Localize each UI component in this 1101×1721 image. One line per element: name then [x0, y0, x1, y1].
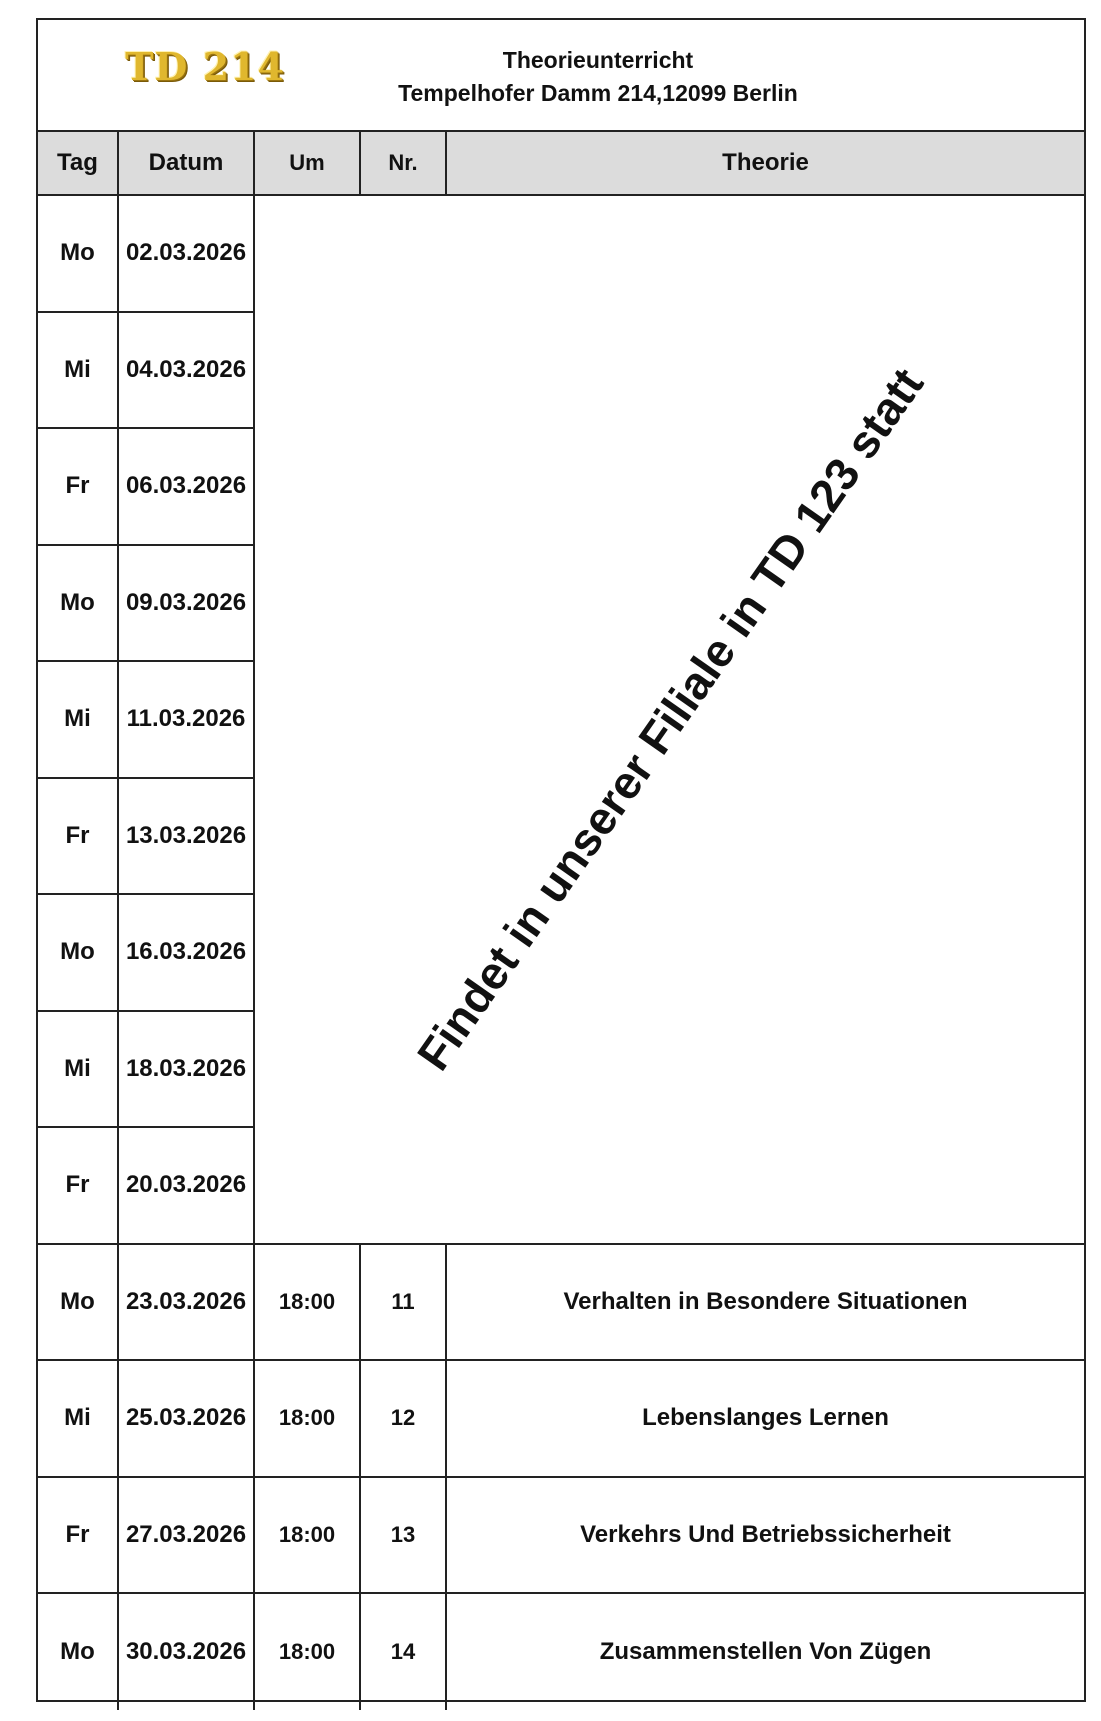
cell-nr: 14: [360, 1593, 446, 1710]
cell-tag: Fr: [38, 778, 118, 895]
cell-theorie: Lebenslanges Lernen: [446, 1360, 1084, 1477]
schedule-table: [38, 130, 1084, 1710]
cell-datum: 27.03.2026: [118, 1477, 254, 1594]
page-title: Theorieunterricht: [502, 47, 694, 73]
cell-theorie: Verhalten in Besondere Situationen: [446, 1244, 1084, 1361]
cell-um: 18:00: [254, 1593, 360, 1710]
cell-datum: 11.03.2026: [118, 661, 254, 778]
cell-tag: Fr: [38, 1477, 118, 1594]
cell-nr: 11: [360, 1244, 446, 1361]
table-row: [38, 1593, 1084, 1710]
relocation-notice: Findet in unserer Filiale in TD 123 statt: [406, 358, 933, 1080]
cell-um: 18:00: [254, 1360, 360, 1477]
cell-datum: 23.03.2026: [118, 1244, 254, 1361]
schedule-sheet: [36, 18, 1086, 1702]
table-row: [38, 1477, 1084, 1594]
cell-tag: Mo: [38, 545, 118, 662]
cell-theorie: Zusammenstellen Von Zügen: [446, 1593, 1084, 1710]
cell-datum: 30.03.2026: [118, 1593, 254, 1710]
address-line: Tempelhofer Damm 214,12099 Berlin: [398, 80, 798, 106]
cell-nr: 13: [360, 1477, 446, 1594]
notice-merged-cell: [254, 195, 1084, 1244]
cell-datum: 09.03.2026: [118, 545, 254, 662]
col-header-theorie: Theorie: [446, 131, 1084, 195]
cell-datum: 13.03.2026: [118, 778, 254, 895]
cell-datum: 20.03.2026: [118, 1127, 254, 1244]
cell-tag: Mo: [38, 1244, 118, 1361]
table-row: [38, 1244, 1084, 1361]
table-header-row: [38, 131, 1084, 195]
table-row: [38, 195, 1084, 312]
col-header-um: Um: [254, 131, 360, 195]
cell-datum: 06.03.2026: [118, 428, 254, 545]
cell-tag: Mo: [38, 195, 118, 312]
cell-tag: Mo: [38, 894, 118, 1011]
cell-tag: Fr: [38, 428, 118, 545]
cell-tag: Mi: [38, 1360, 118, 1477]
cell-um: 18:00: [254, 1477, 360, 1594]
col-header-nr: Nr.: [360, 131, 446, 195]
cell-um: 18:00: [254, 1244, 360, 1361]
document-header: [38, 20, 1084, 132]
col-header-datum: Datum: [118, 131, 254, 195]
title-block: [338, 44, 858, 110]
col-header-tag: Tag: [38, 131, 118, 195]
cell-tag: Mo: [38, 1593, 118, 1710]
cell-datum: 25.03.2026: [118, 1360, 254, 1477]
cell-tag: Mi: [38, 1011, 118, 1128]
cell-datum: 02.03.2026: [118, 195, 254, 312]
cell-theorie: Verkehrs Und Betriebssicherheit: [446, 1477, 1084, 1594]
td214-logo: TD 214: [125, 44, 285, 89]
cell-nr: 12: [360, 1360, 446, 1477]
cell-tag: Mi: [38, 312, 118, 429]
cell-tag: Fr: [38, 1127, 118, 1244]
table-row: [38, 1360, 1084, 1477]
cell-datum: 16.03.2026: [118, 894, 254, 1011]
cell-datum: 18.03.2026: [118, 1011, 254, 1128]
cell-tag: Mi: [38, 661, 118, 778]
cell-datum: 04.03.2026: [118, 312, 254, 429]
